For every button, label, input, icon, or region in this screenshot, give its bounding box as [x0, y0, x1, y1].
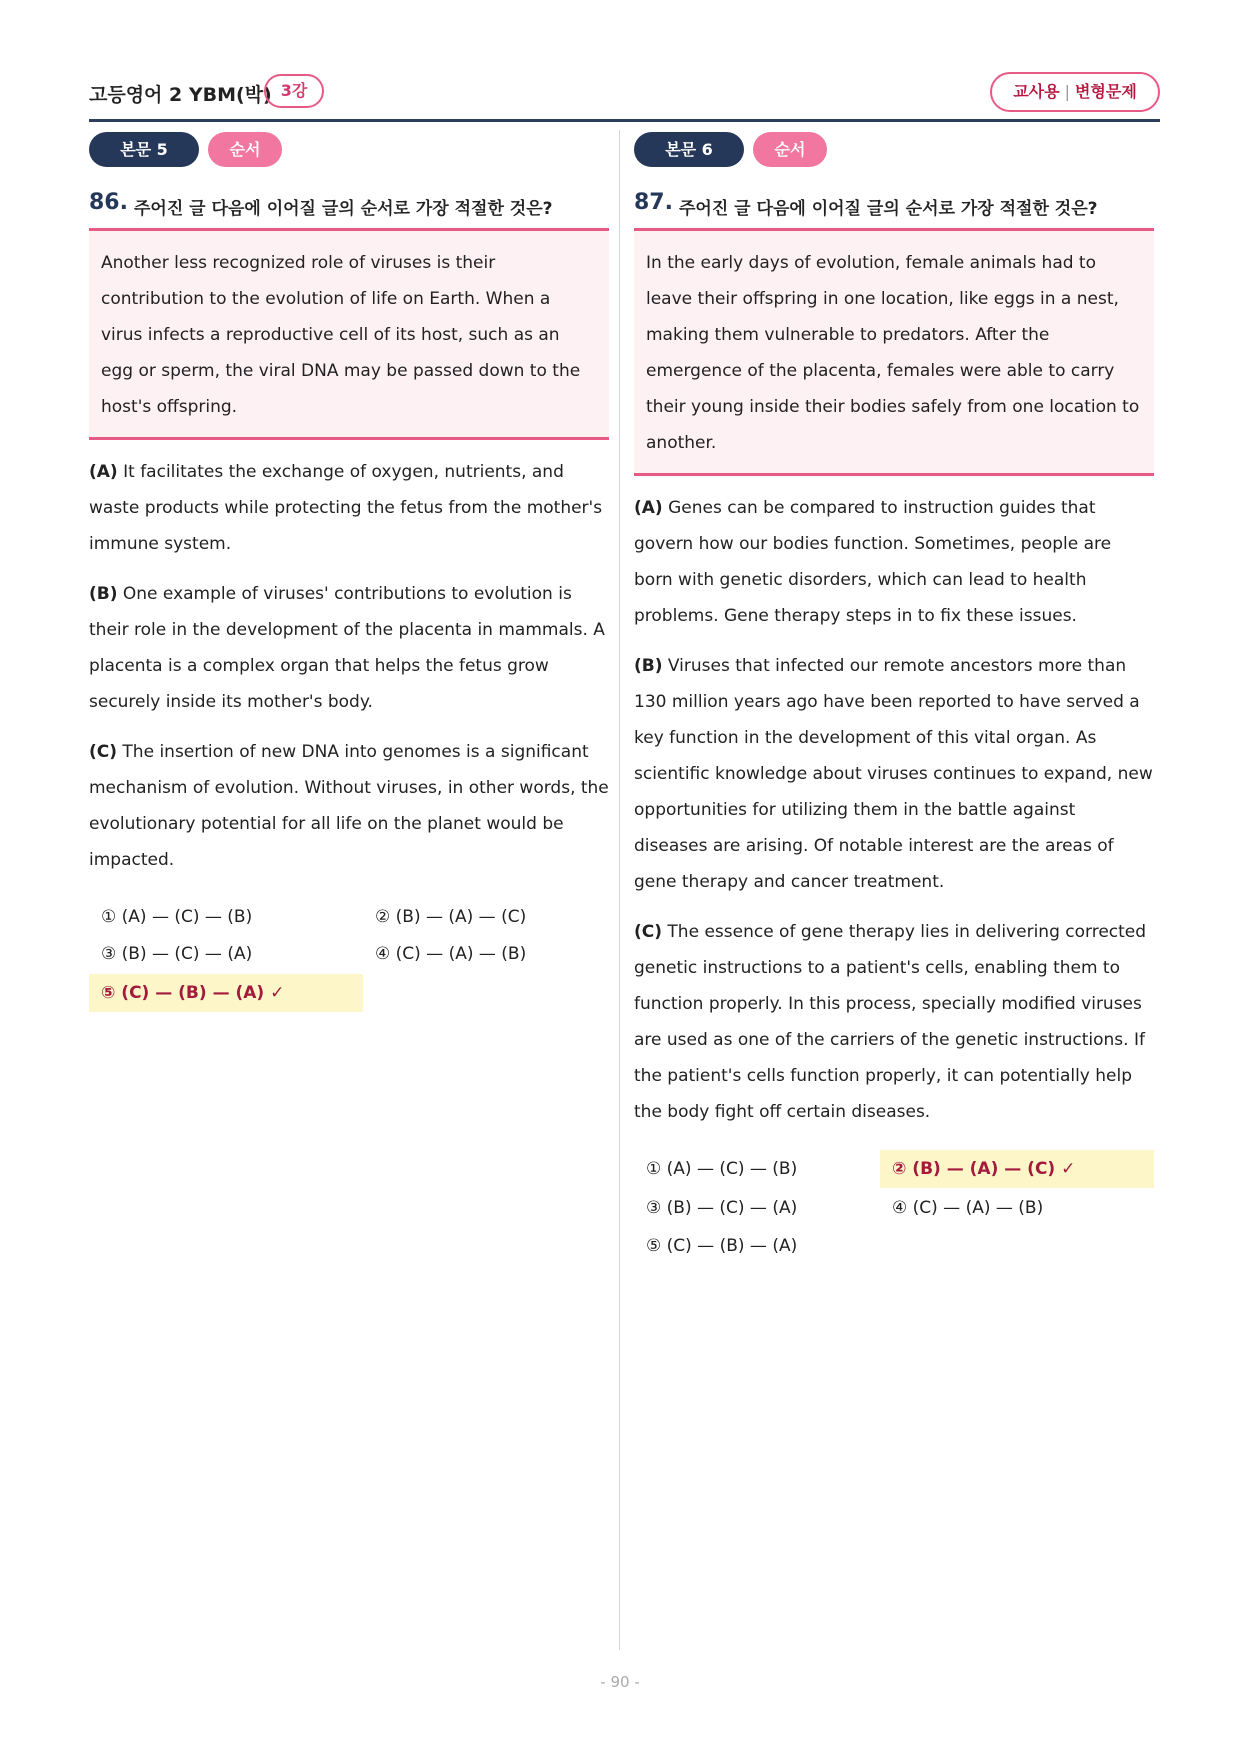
paragraph-label: (C) — [89, 742, 118, 762]
page-header — [89, 72, 1160, 120]
answer-choices — [634, 1150, 1154, 1268]
paragraph-label: (C) — [634, 922, 663, 942]
given-passage: In the early days of evolution, female animals had to leave their offspring in one location, like eggs in a nest, making them vulnerable to predators. After the emergence of the placenta, females were able to carry their young inside their bodies safely from one location to another. — [646, 253, 1140, 453]
choice-5[interactable]: ⑤ (C) — (B) — (A) — [646, 1236, 798, 1256]
paragraph-text: Genes can be compared to instruction guides that govern how our bodies function. Sometimes, people are born with genetic disorders, which can lead to health problems. Gene therapy steps in to fix these issues. — [634, 498, 1112, 626]
paragraph-label: (A) — [89, 462, 118, 482]
question-number: 87. — [634, 190, 673, 215]
column-divider — [619, 130, 620, 1650]
given-passage-box — [634, 228, 1154, 476]
paragraph-c — [89, 734, 609, 878]
header-rule — [89, 119, 1160, 122]
paragraph-label: (A) — [634, 498, 663, 518]
choice-4[interactable]: ④ (C) — (A) — (B) — [375, 944, 527, 964]
passage-tag: 본문 6 — [634, 132, 744, 167]
paragraph-a — [89, 454, 609, 562]
given-passage-box — [89, 228, 609, 440]
left-column — [89, 132, 609, 1016]
choice-2-correct[interactable]: ② (B) — (A) — (C) ✓ — [880, 1150, 1154, 1188]
paragraph-text: It facilitates the exchange of oxygen, nutrients, and waste products while protecting the fetus from the mother's immune system. — [89, 462, 603, 554]
question-text: 주어진 글 다음에 이어질 글의 순서로 가장 적절한 것은? — [134, 199, 553, 219]
choice-1[interactable]: ① (A) — (C) — (B) — [646, 1159, 798, 1179]
given-passage: Another less recognized role of viruses is their contribution to the evolution of life on Earth. When a virus infects a reproductive cell of its host, such as an egg or sperm, the viral DNA may be passed down to the host's offspring. — [101, 253, 581, 417]
choice-3[interactable]: ③ (B) — (C) — (A) — [646, 1198, 798, 1218]
type-label: 변형문제 — [1074, 82, 1137, 101]
lesson-badge: 3강 — [264, 74, 324, 108]
badge-separator: | — [1064, 82, 1070, 101]
page-number: - 90 - — [600, 1673, 640, 1691]
choice-1[interactable]: ① (A) — (C) — (B) — [101, 907, 253, 927]
paragraph-b — [634, 648, 1154, 900]
paragraph-text: One example of viruses' contributions to evolution is their role in the development of the placenta in mammals. A placenta is a complex organ that helps the fetus grow securely inside its mother's body. — [89, 584, 605, 712]
type-tag: 순서 — [208, 132, 282, 167]
type-tag: 순서 — [753, 132, 827, 167]
paragraph-text: The essence of gene therapy lies in delivering corrected genetic instructions to a patient's cells, enabling them to function properly. In this process, specially modified viruses are used as one of the carriers of the genetic instructions. If the patient's cells function properly, it can potentially help the body fight off certain diseases. — [634, 922, 1147, 1122]
paragraph-c — [634, 914, 1154, 1130]
question-heading — [634, 190, 1154, 220]
paragraph-label: (B) — [634, 656, 663, 676]
choice-2[interactable]: ② (B) — (A) — (C) — [375, 907, 527, 927]
tag-row — [634, 132, 1154, 168]
book-title: 고등영어 2 YBM(박) — [89, 84, 272, 106]
question-text: 주어진 글 다음에 이어질 글의 순서로 가장 적절한 것은? — [679, 199, 1098, 219]
choice-3[interactable]: ③ (B) — (C) — (A) — [101, 944, 253, 964]
paragraph-text: The insertion of new DNA into genomes is a significant mechanism of evolution. Without viruses, in other words, the evolutionary potential for all life on the planet would be impacted. — [89, 742, 609, 870]
tag-row — [89, 132, 609, 168]
paragraph-a — [634, 490, 1154, 634]
paragraph-label: (B) — [89, 584, 118, 604]
question-heading — [89, 190, 609, 220]
right-column — [634, 132, 1154, 1268]
answer-choices — [89, 898, 609, 1016]
paragraph-text: Viruses that infected our remote ancestors more than 130 million years ago have been reported to have served a key function in the development of this vital organ. As scientific knowledge about viruses continues to expand, new opportunities for utilizing them in the battle against diseases are arising. Of notable interest are the areas of gene therapy and cancer treatment. — [634, 656, 1153, 892]
question-number: 86. — [89, 190, 128, 215]
choice-4[interactable]: ④ (C) — (A) — (B) — [892, 1198, 1044, 1218]
choice-5-correct[interactable]: ⑤ (C) — (B) — (A) ✓ — [89, 974, 363, 1012]
teacher-label: 교사용 — [1013, 82, 1060, 101]
passage-tag: 본문 5 — [89, 132, 199, 167]
paragraph-b — [89, 576, 609, 720]
teacher-badge — [990, 72, 1160, 112]
